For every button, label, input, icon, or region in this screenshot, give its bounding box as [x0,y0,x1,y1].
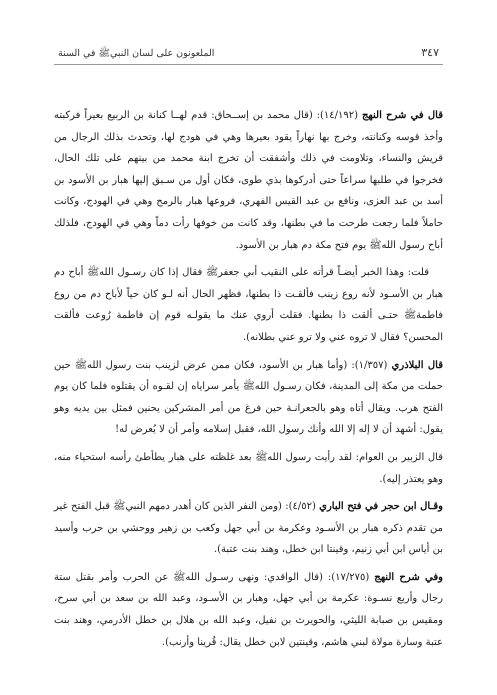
paragraph-3 [54,355,443,441]
running-title: الملعونون على لسان النبيﷺ في السنة [58,48,215,59]
page-body [54,105,443,653]
paragraph-text: (٤/٥٢): (ومن النفر الذين كان أهدر دمهم النبيﷺ قبل الفتح غير من تقدم ذكره هبار بن الأسـود وعكرمة بن أبي جهل وكعب بن زهير ووحشي بن حرب وأسيد بن أياس ابن أبي زنيم، وقينتا ابن خطل، وهند بنت عتبة). [54,501,443,556]
paragraph-5 [54,496,443,561]
header-rule [54,64,443,65]
paragraph-source: وقـال ابن حجر في فتح الباري [319,501,443,513]
page-number: ٣٤٧ [421,46,439,59]
paragraph-text: (١/٣٥٧): (وأما هبار بن الأسود، فكان ممن عرض لزينب بنت رسول اللهﷺ حين حملت من مكة إلى المدينة، فكان رسـول اللهﷺ يأمر سراياه إن لقـوه أن يقتلوه فلما كان يوم الفتح هرب. ويقال أتاه وهو بالجعرانـة حين فرغ من أمر المشركين يحنين فمثل بين يديه وهو يقول: أشهد أن لا إله إلا الله وأنك رسول الله، فقبل إسلامه وأمر أن لا يُعرض له! [54,359,443,436]
paragraph-source: قال البلاذري [391,359,443,371]
paragraph-text: (١٤/١٩٢): (قال محمد بن إســحاق: قدم لهــا كنانة بن الربيع بعيراً فركبته وأخذ قوسه وكنانته، وخرج بها نهاراً يقود بعيرها وهي في هودج لها، وتحدث بذلك الرجال من قريش والنساء، وتلاومت في ذلك وأشفقت أن تخرج ابنة محمد من بينهم على تلك الحال، فخرجوا في طلبها سراعاً حتى أدركوها بذي طوى، فكان أول من سـبق إليها هبار بن الأسود بن أسد بن عبد العزى، ونافع بن عبد القيس الفهري، فروعها هبار بالرمح وهي في الهودج، وكانت حاملاً فلما رجعت طرحت ما في بطنها، وقد كانت من خوفها رأت دماً وهي في الهودج، فلذلك أباح رسول اللهﷺ يوم فتح مكة دم هبار بن الأسود. [54,110,443,251]
paragraph-text: قال الزبير بن العوام: لقد رأيت رسول اللهﷺ بعد غلظته على هبار يطأطئ رأسه استحياء منه، وهو يعتذر إليه). [54,451,443,485]
page-header [54,46,443,61]
paragraph-source: وفي شرح النهج [374,571,443,583]
paragraph-6 [54,567,443,653]
paragraph-text: قلت: وهذا الخبر أيضـاً قرأته على النقيب أبي جعفرﷺ فقال إذا كان رسـول اللهﷺ أباح دم هبار بن الأسـود لأنه روع زينب فألقـت ذا بطنها، فظهر الحال أنه لـو كان حياً لأباح دم من روع فاطمةﷺ حتـى ألقت ذا بطنها. فقلت أروي عنك ما يقولـه قوم إن فاطمة رُوعت فألقت المحسن؟ فقال لا تروه عني ولا ترو عني بطلانه). [54,267,443,343]
paragraph-2 [54,262,443,348]
paragraph-4 [54,447,443,490]
paragraph-source: قال في شرح النهج [361,110,443,121]
paragraph-1 [54,105,443,256]
paragraph-text: (١٧/٢٧٥): (قال الواقدي: ونهى رسـول اللهﷺ عن الحرب وأمر بقتل ستة رجال وأربع نسـوة: عكرمة بن أبي جهل، وهبار بن الأسـود، وعبد الله بن سعد بن أبي سرح، ومقيس بن صبابة الليثي، والحويرث بن نفيل، وعبد الله بن هلال بن خطل الأدرمي، وهند بنت عتبة وسارة مولاة لبني هاشم، وقينتين لابن خطل يقال: قُرينا وأرنب). [54,571,443,648]
